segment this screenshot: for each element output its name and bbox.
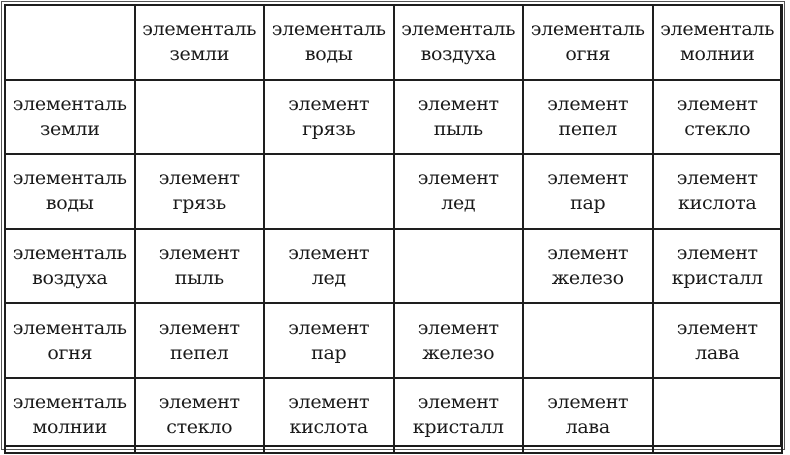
cell-line2: пепел	[170, 341, 229, 364]
row-header-line2: молнии	[32, 416, 107, 439]
row-header-line1: элементаль	[12, 391, 127, 414]
row-header-line1: элементаль	[12, 167, 127, 190]
cell-line1: элемент	[417, 391, 499, 414]
table-cell	[653, 154, 783, 229]
cell-line1: элемент	[417, 167, 499, 190]
cell-line1: элемент	[547, 167, 629, 190]
row-header-line1: элементаль	[12, 92, 127, 115]
cell-line1: элемент	[676, 92, 758, 115]
row-header-line1: элементаль	[12, 316, 127, 339]
column-header-line1: элементаль	[142, 18, 257, 41]
cell-line2: грязь	[172, 192, 226, 215]
column-header-line2: земли	[169, 43, 230, 66]
table-cell	[653, 303, 783, 378]
column-header-water	[264, 5, 394, 80]
column-header-line1: элементаль	[271, 18, 386, 41]
cell-line1: элемент	[676, 316, 758, 339]
cell-line1: элемент	[676, 167, 758, 190]
column-header-line1: элементаль	[660, 18, 775, 41]
cell-line2: стекло	[684, 117, 751, 140]
column-header-line1: элементаль	[401, 18, 516, 41]
column-header-lightning	[653, 5, 783, 80]
table-cell-empty	[653, 378, 783, 453]
row-header-line2: земли	[39, 117, 100, 140]
table-cell	[523, 229, 653, 304]
table-cell-empty	[523, 303, 653, 378]
table-cell	[653, 229, 783, 304]
cell-line2: кислота	[678, 192, 757, 215]
table-cell	[135, 229, 265, 304]
table-cell-empty	[394, 229, 524, 304]
table-row-fire	[5, 303, 782, 378]
table-cell	[264, 80, 394, 155]
table-cell	[394, 303, 524, 378]
cell-line1: элемент	[547, 242, 629, 265]
cell-line2: пыль	[433, 117, 483, 140]
cell-line1: элемент	[547, 391, 629, 414]
corner-cell	[5, 5, 135, 80]
header-row	[5, 5, 782, 80]
cell-line2: кислота	[289, 416, 368, 439]
row-header-line2: воздуха	[32, 267, 108, 290]
cell-line1: элемент	[158, 242, 240, 265]
row-header-fire	[5, 303, 135, 378]
cell-line2: пепел	[558, 117, 617, 140]
row-header-water	[5, 154, 135, 229]
table-cell	[523, 378, 653, 453]
cell-line2: лед	[441, 192, 476, 215]
cell-line1: элемент	[288, 391, 370, 414]
table-row-air	[5, 229, 782, 304]
column-header-line1: элементаль	[530, 18, 645, 41]
table-row-water	[5, 154, 782, 229]
cell-line2: пыль	[174, 267, 224, 290]
column-header-air	[394, 5, 524, 80]
table-cell	[264, 229, 394, 304]
cell-line2: пар	[570, 192, 606, 215]
table-cell	[264, 378, 394, 453]
table-cell	[264, 303, 394, 378]
cell-line1: элемент	[158, 167, 240, 190]
cell-line2: грязь	[302, 117, 356, 140]
row-header-line2: воды	[45, 192, 94, 215]
column-header-line2: огня	[565, 43, 611, 66]
column-header-line2: молнии	[680, 43, 755, 66]
row-header-air	[5, 229, 135, 304]
row-header-lightning	[5, 378, 135, 453]
column-header-line2: воды	[304, 43, 353, 66]
table-row-lightning	[5, 378, 782, 453]
row-header-earth	[5, 80, 135, 155]
cell-line1: элемент	[158, 316, 240, 339]
table-cell-empty	[264, 154, 394, 229]
table-cell	[653, 80, 783, 155]
cell-line2: кристалл	[671, 267, 763, 290]
cell-line1: элемент	[676, 242, 758, 265]
elemental-combination-table	[4, 4, 783, 454]
column-header-earth	[135, 5, 265, 80]
table-cell	[523, 80, 653, 155]
row-header-line1: элементаль	[12, 242, 127, 265]
table-cell	[523, 154, 653, 229]
cell-line1: элемент	[158, 391, 240, 414]
table-cell-empty	[135, 80, 265, 155]
row-header-line2: огня	[47, 341, 93, 364]
table-cell	[135, 154, 265, 229]
cell-line2: кристалл	[412, 416, 504, 439]
cell-line1: элемент	[417, 92, 499, 115]
cell-line1: элемент	[288, 242, 370, 265]
cell-line2: железо	[551, 267, 624, 290]
table-row-earth	[5, 80, 782, 155]
cell-line1: элемент	[547, 92, 629, 115]
cell-line1: элемент	[288, 316, 370, 339]
column-header-fire	[523, 5, 653, 80]
cell-line1: элемент	[288, 92, 370, 115]
cell-line2: лед	[311, 267, 346, 290]
table-cell	[394, 154, 524, 229]
cell-line2: железо	[422, 341, 495, 364]
cell-line2: лава	[695, 341, 740, 364]
column-header-line2: воздуха	[420, 43, 496, 66]
cell-line2: стекло	[166, 416, 233, 439]
cell-line2: лава	[565, 416, 610, 439]
table-cell	[135, 303, 265, 378]
table-cell	[394, 80, 524, 155]
table-cell	[135, 378, 265, 453]
cell-line1: элемент	[417, 316, 499, 339]
cell-line2: пар	[311, 341, 347, 364]
table-cell	[394, 378, 524, 453]
